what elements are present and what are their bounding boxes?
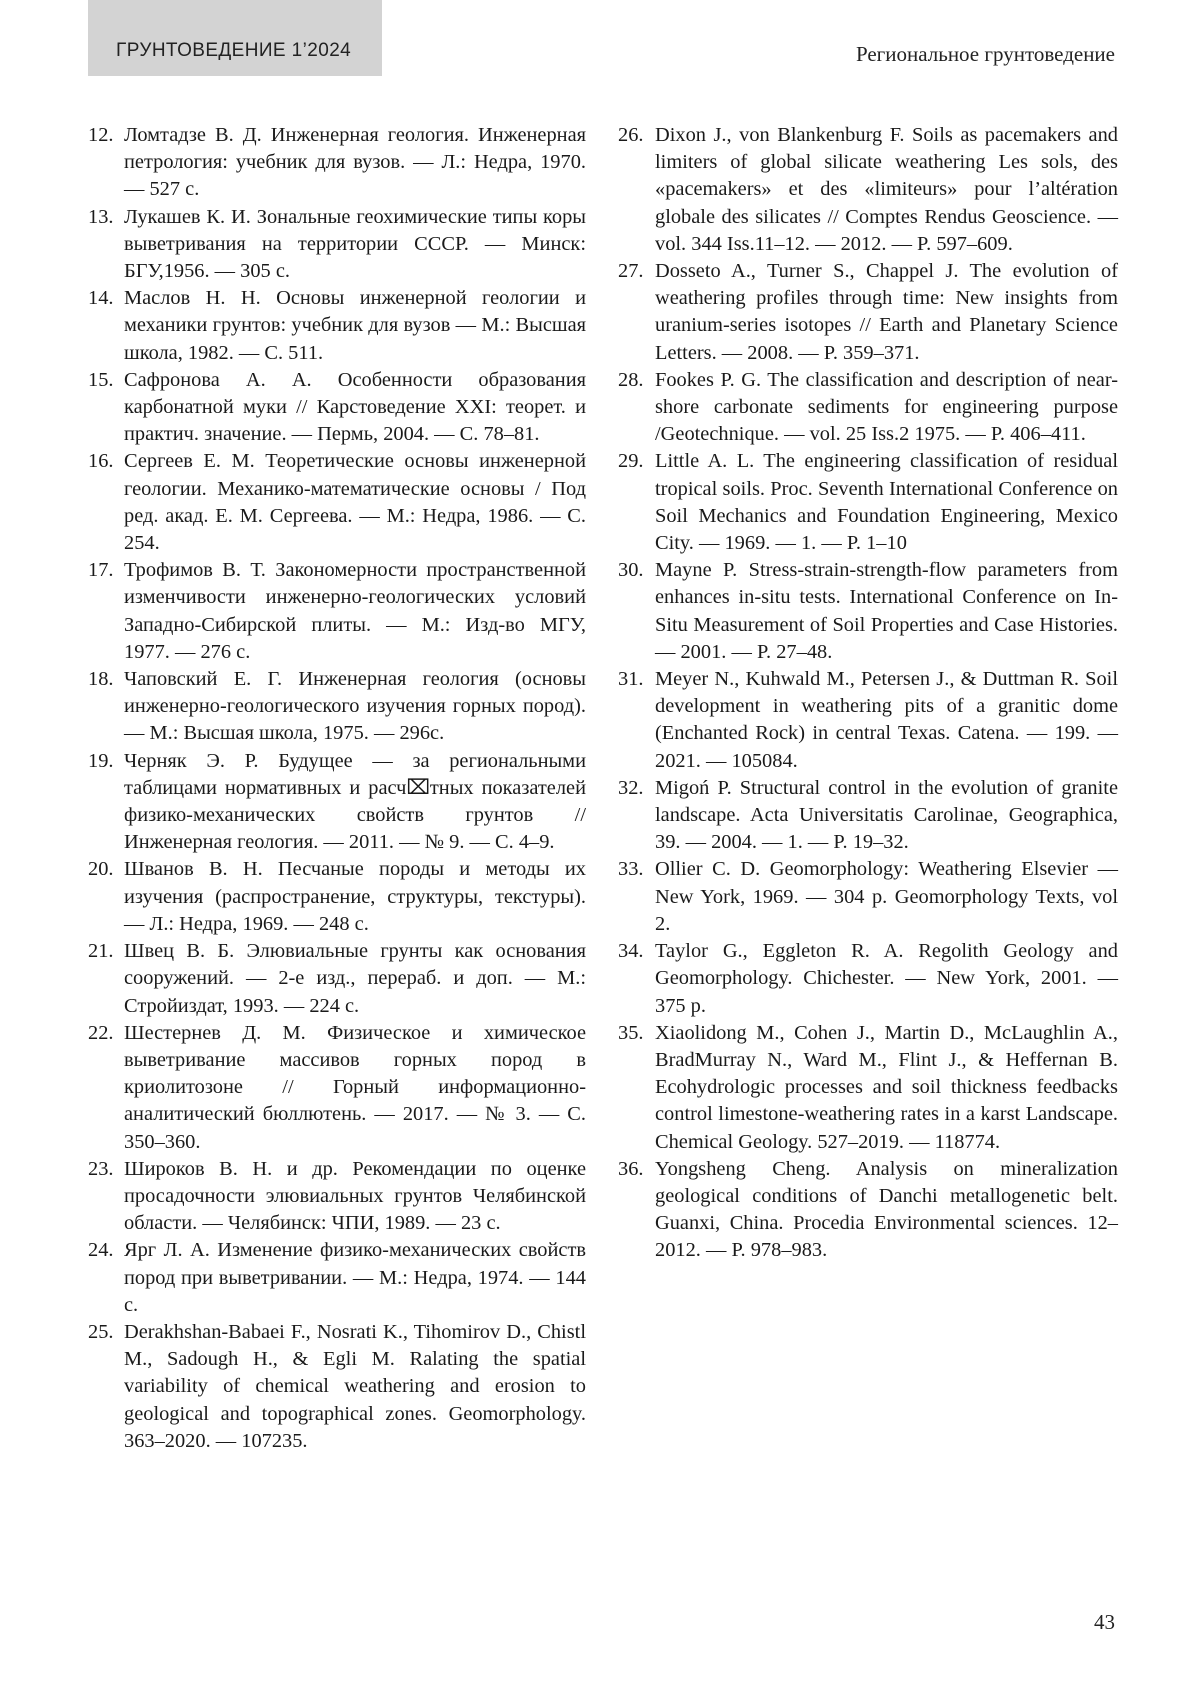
reference-text: Ollier C. D. Geomorphology: Weathering Elsevier — New York, 1969. — 304 p. Geomorphology Texts, vol 2. (655, 858, 1118, 935)
reference-number: 27. (618, 260, 644, 283)
reference-item (88, 748, 586, 857)
page-number: 43 (1094, 1610, 1115, 1634)
reference-number: 26. (618, 124, 644, 146)
reference-number: 23. (88, 1157, 114, 1180)
reference-item (88, 122, 586, 204)
reference-text: Шванов В. Н. Песчаные породы и методы их изучения (распространение, структуры, текстуры). — Л.: Недра, 1969. — 248 с. (124, 858, 586, 935)
reference-number: 21. (88, 940, 114, 963)
references-left-column (88, 122, 586, 1455)
reference-text: Derakhshan-Babaei F., Nosrati K., Tihomirov D., Chistl M., Sadough H., & Egli M. Ralating the spatial variability of chemical weathering and erosion to geological and topographical zones. Geomorphology. 363–2020. — 107235. (124, 1320, 586, 1452)
reference-text: Лукашев К. И. Зональные геохимические типы коры выветривания на территории СССР. — Минск: БГУ,1956. — 305 с. (124, 205, 586, 283)
reference-text: Dixon J., von Blankenburg F. Soils as pacemakers and limiters of global silicate weathering Les sols, des «pacemakers» et des «limiteurs» pour l’altération globale des silicates // Comptes Rendus Geoscience. — vol. 344 Iss.11–12. — 2012. — P. 597–609. (655, 124, 1118, 255)
reference-number: 12. (88, 124, 114, 146)
reference-item (88, 204, 586, 286)
reference-item (618, 367, 1118, 449)
journal-title: ГРУНТОВЕДЕНИЕ 1’2024 (116, 40, 352, 61)
reference-text: Little A. L. The engineering classification of residual tropical soils. Proc. Seventh International Conference on Soil Mechanics and Foundation Engineering, Mexico City. — 1969. — 1. — P. 1–10 (655, 450, 1118, 555)
reference-text: Широков В. Н. и др. Рекомендации по оценке просадочности элювиальных грунтов Челябинской области. — Челябинск: ЧПИ, 1989. — 23 с. (124, 1157, 586, 1235)
references-right-column (618, 122, 1118, 1265)
reference-text: Mayne P. Stress-strain-strength-flow parameters from enhances in-situ tests. International Conference on In-Situ Measurement of Soil Properties and Case Histories. — 2001. — P. 27–48. (655, 559, 1118, 663)
reference-text: Маслов Н. Н. Основы инженерной геологии и механики грунтов: учебник для вузов — М.: Высшая школа, 1982. — С. 511. (124, 287, 586, 364)
reference-number: 13. (88, 205, 114, 228)
reference-item (618, 448, 1118, 557)
reference-item (88, 938, 586, 1020)
reference-number: 19. (88, 749, 114, 772)
reference-text: Сафронова А. А. Особенности образования карбонатной муки // Карстоведение XXI: теорет. и практич. значение. — Пермь, 2004. — С. 78–81. (124, 368, 586, 446)
reference-number: 24. (88, 1239, 114, 1262)
reference-item (618, 856, 1118, 938)
reference-item (618, 666, 1118, 775)
reference-text: Сергеев Е. М. Теоретические основы инженерной геологии. Механико-математические основы / Под ред. акад. Е. М. Сергеева. — М.: Недра, 1986. — С. 254. (124, 450, 586, 555)
reference-text: Черняк Э. Р. Будущее — за региональными таблицами нормативных и расч⌧тных показателей физико-механических свойств грунтов // Инженерная геология. — 2011. — № 9. — С. 4–9. (124, 749, 586, 854)
reference-number: 22. (88, 1021, 114, 1044)
reference-text: Yongsheng Cheng. Analysis on mineralization geological conditions of Danchi metallogenetic belt. Guanxi, China. Procedia Environmental sciences. 12–2012. — P. 978–983. (655, 1157, 1118, 1262)
reference-item (618, 938, 1118, 1020)
reference-number: 15. (88, 368, 114, 391)
reference-number: 17. (88, 559, 114, 582)
reference-number: 33. (618, 858, 644, 881)
reference-item (88, 1156, 586, 1238)
reference-item (88, 1020, 586, 1156)
reference-text: Fookes P. G. The classification and description of near-shore carbonate sediments for engineering purpose /Geotechnique. — vol. 25 Iss.2 1975. — P. 406–411. (655, 368, 1118, 446)
reference-item (618, 557, 1118, 666)
section-title: Региональное грунтоведение (855, 42, 1115, 66)
reference-text: Dosseto A., Turner S., Chappel J. The evolution of weathering profiles through time: New insights from uranium-series isotopes // Earth and Planetary Science Letters. — 2008. — P. 359–371. (655, 260, 1118, 364)
reference-item (618, 122, 1118, 258)
reference-number: 18. (88, 668, 114, 691)
reference-item (88, 285, 586, 367)
reference-number: 14. (88, 287, 114, 310)
reference-number: 31. (618, 668, 644, 691)
reference-text: Ярг Л. А. Изменение физико-механических свойств пород при выветривании. — М.: Недра, 1974. — 144 с. (124, 1239, 586, 1316)
reference-item (88, 856, 586, 938)
reference-text: Ломтадзе В. Д. Инженерная геология. Инженерная петрология: учебник для вузов. — Л.: Недра, 1970. — 527 с. (124, 124, 586, 201)
reference-text: Трофимов В. Т. Закономерности пространственной изменчивости инженерно-геологических условий Западно-Сибирской плиты. — М.: Изд-во МГУ, 1977. — 276 с. (124, 559, 586, 663)
journal-header-tab (88, 0, 382, 76)
reference-item (88, 1319, 586, 1455)
reference-text: Migoń P. Structural control in the evolution of granite landscape. Acta Universitatis Carolinae, Geographica, 39. — 2004. — 1. — P. 19–32. (655, 776, 1118, 854)
reference-number: 32. (618, 776, 644, 799)
reference-text: Taylor G., Eggleton R. A. Regolith Geology and Geomorphology. Chichester. — New York, 2001. — 375 p. (655, 940, 1118, 1017)
reference-number: 34. (618, 940, 644, 963)
reference-text: Xiaolidong M., Cohen J., Martin D., McLaughlin A., BradMurray N., Ward M., Flint J., & Heffernan B. Ecohydrologic processes and soil thickness feedbacks control limestone-weathering rates in a karst Landscape. Chemical Geology. 527–2019. — 118774. (655, 1021, 1118, 1153)
reference-item (88, 448, 586, 557)
reference-item (88, 1237, 586, 1319)
reference-item (618, 775, 1118, 857)
reference-number: 28. (618, 368, 644, 391)
reference-number: 25. (88, 1320, 114, 1343)
reference-number: 36. (618, 1157, 644, 1180)
reference-text: Meyer N., Kuhwald M., Petersen J., & Duttman R. Soil development in weathering pits of a granitic dome (Enchanted Rock) in central Texas. Catena. — 199. — 2021. — 105084. (655, 668, 1118, 772)
reference-item (618, 258, 1118, 367)
reference-number: 16. (88, 450, 114, 473)
reference-text: Чаповский Е. Г. Инженерная геология (основы инженерно-геологического изучения горных пород). — М.: Высшая школа, 1975. — 296с. (124, 668, 586, 745)
reference-item (618, 1020, 1118, 1156)
reference-item (88, 367, 586, 449)
reference-number: 30. (618, 559, 644, 582)
reference-number: 35. (618, 1021, 644, 1044)
reference-item (88, 666, 586, 748)
reference-number: 29. (618, 450, 644, 473)
reference-number: 20. (88, 858, 114, 881)
reference-item (88, 557, 586, 666)
reference-text: Швец В. Б. Элювиальные грунты как основания сооружений. — 2-е изд., перераб. и доп. — М.: Стройиздат, 1993. — 224 с. (124, 940, 586, 1017)
reference-text: Шестернев Д. М. Физическое и химическое выветривание массивов горных пород в криолитозоне // Горный информационно-аналитический бюллютень. — 2017. — № 3. — С. 350–360. (124, 1021, 586, 1153)
reference-item (618, 1156, 1118, 1265)
